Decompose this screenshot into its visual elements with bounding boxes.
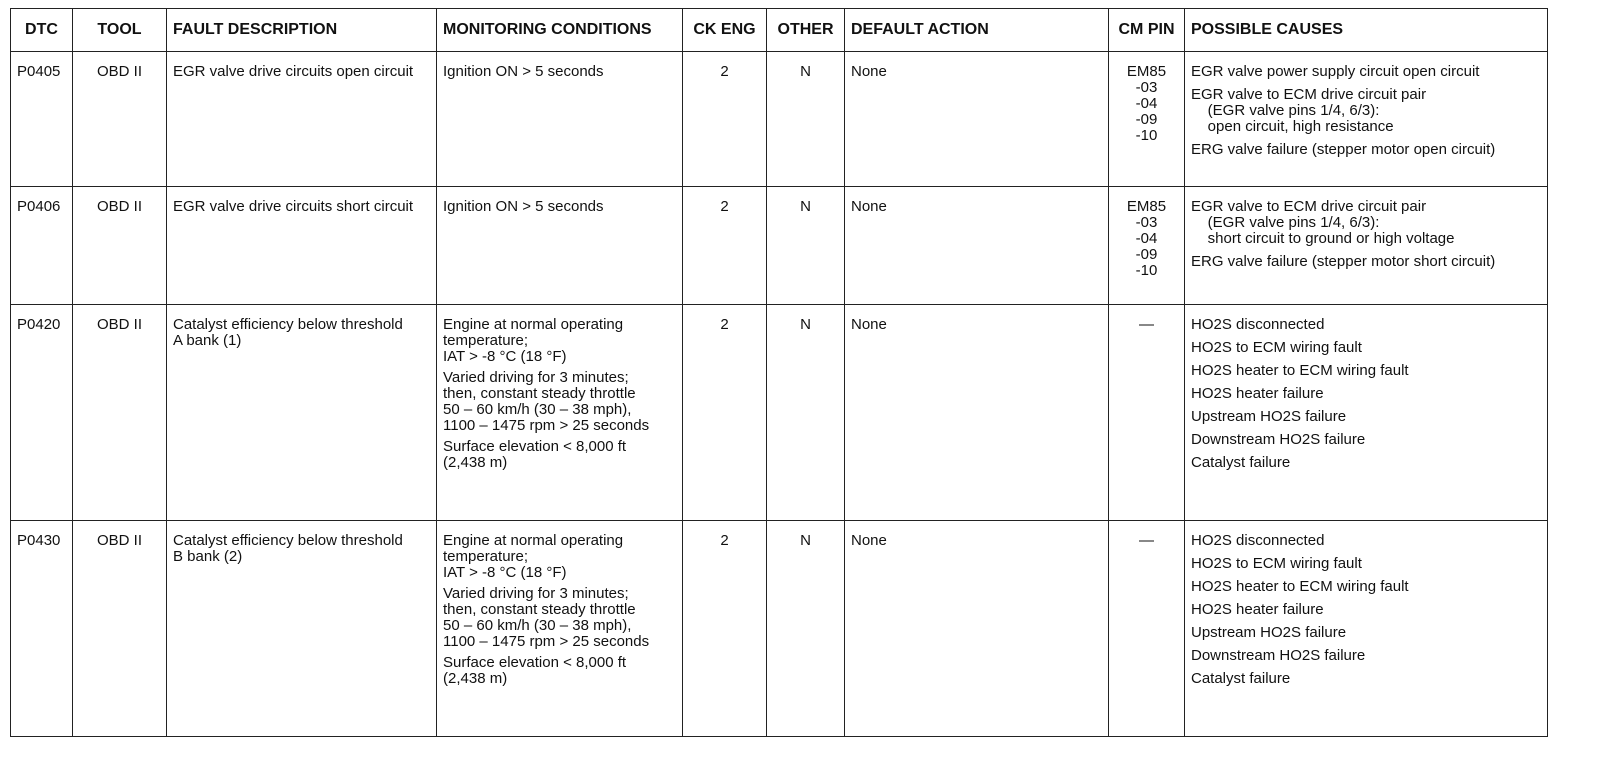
table-row: [11, 305, 1548, 521]
possible-cause: EGR valve to ECM drive circuit pair (EGR valve pins 1/4, 6/3): short circuit to ground or high voltage: [1191, 198, 1455, 247]
table-row: [11, 187, 1548, 305]
ck-eng-cell: 2: [683, 521, 767, 737]
other-cell: N: [767, 305, 845, 521]
possible-causes-cell: [1185, 305, 1548, 521]
possible-causes-cell: [1185, 187, 1548, 305]
possible-cause: EGR valve to ECM drive circuit pair (EGR valve pins 1/4, 6/3): open circuit, high resistance: [1191, 86, 1427, 135]
possible-cause: Downstream HO2S failure: [1191, 647, 1366, 664]
default-action-cell: None: [845, 187, 1109, 305]
possible-cause: Upstream HO2S failure: [1191, 624, 1347, 641]
monitoring-condition: Engine at normal operating temperature; IAT > -8 °C (18 °F): [443, 316, 624, 365]
possible-cause: Catalyst failure: [1191, 454, 1291, 471]
dtc-cell: P0420: [11, 305, 73, 521]
cm-pin-cell: [1109, 521, 1185, 737]
possible-cause: HO2S heater to ECM wiring fault: [1191, 578, 1409, 595]
possible-cause: ERG valve failure (stepper motor short circuit): [1191, 253, 1496, 270]
cm-pin-value: -09: [1135, 111, 1158, 128]
monitoring-condition: Engine at normal operating temperature; IAT > -8 °C (18 °F): [443, 532, 624, 581]
header-cm-pin: CM PIN: [1109, 9, 1185, 52]
monitoring-conditions-cell: [437, 187, 683, 305]
table-row: [11, 52, 1548, 187]
possible-cause: HO2S disconnected: [1191, 532, 1325, 549]
table-row: [11, 521, 1548, 737]
cm-pin-value: -10: [1135, 262, 1158, 279]
possible-cause: Upstream HO2S failure: [1191, 408, 1347, 425]
monitoring-conditions-cell: [437, 521, 683, 737]
cm-pin-cell: [1109, 305, 1185, 521]
dtc-cell: P0406: [11, 187, 73, 305]
cm-pin-value: -04: [1135, 95, 1158, 112]
possible-cause: EGR valve power supply circuit open circuit: [1191, 63, 1480, 80]
tool-cell: OBD II: [73, 305, 167, 521]
dtc-cell: P0430: [11, 521, 73, 737]
dtc-cell: P0405: [11, 52, 73, 187]
monitoring-conditions-cell: [437, 52, 683, 187]
possible-cause: HO2S disconnected: [1191, 316, 1325, 333]
header-dtc: DTC: [11, 9, 73, 52]
cm-pin-value: EM85: [1126, 198, 1167, 215]
fault-description-cell: EGR valve drive circuits open circuit: [167, 52, 437, 187]
cm-pin-cell: [1109, 52, 1185, 187]
cm-pin-value: EM85: [1126, 63, 1167, 80]
tool-cell: OBD II: [73, 187, 167, 305]
header-tool: TOOL: [73, 9, 167, 52]
monitoring-conditions-cell: [437, 305, 683, 521]
monitoring-condition: Surface elevation < 8,000 ft (2,438 m): [443, 438, 627, 471]
other-cell: N: [767, 52, 845, 187]
possible-cause: HO2S heater failure: [1191, 601, 1324, 618]
other-cell: N: [767, 521, 845, 737]
default-action-cell: None: [845, 305, 1109, 521]
ck-eng-cell: 2: [683, 52, 767, 187]
possible-cause: ERG valve failure (stepper motor open circuit): [1191, 141, 1496, 158]
tool-cell: OBD II: [73, 52, 167, 187]
possible-cause: HO2S to ECM wiring fault: [1191, 339, 1362, 356]
monitoring-condition: Varied driving for 3 minutes; then, constant steady throttle 50 – 60 km/h (30 – 38 mph), 1100 – 1475 rpm > 25 seconds: [443, 369, 650, 434]
cm-pin-value: —: [1139, 316, 1154, 333]
monitoring-condition: Varied driving for 3 minutes; then, constant steady throttle 50 – 60 km/h (30 – 38 mph), 1100 – 1475 rpm > 25 seconds: [443, 585, 650, 650]
other-cell: N: [767, 187, 845, 305]
cm-pin-cell: [1109, 187, 1185, 305]
default-action-cell: None: [845, 521, 1109, 737]
monitoring-condition: Surface elevation < 8,000 ft (2,438 m): [443, 654, 627, 687]
header-ck-eng: CK ENG: [683, 9, 767, 52]
header-other: OTHER: [767, 9, 845, 52]
monitoring-condition: Ignition ON > 5 seconds: [443, 63, 604, 80]
default-action-cell: None: [845, 52, 1109, 187]
fault-description-cell: Catalyst efficiency below threshold A bank (1): [167, 305, 437, 521]
possible-causes-cell: [1185, 521, 1548, 737]
monitoring-condition: Ignition ON > 5 seconds: [443, 198, 604, 215]
fault-description-cell: Catalyst efficiency below threshold B bank (2): [167, 521, 437, 737]
header-monitoring-conditions: MONITORING CONDITIONS: [437, 9, 683, 52]
cm-pin-value: —: [1139, 532, 1154, 549]
possible-cause: Downstream HO2S failure: [1191, 431, 1366, 448]
possible-cause: HO2S heater failure: [1191, 385, 1324, 402]
tool-cell: OBD II: [73, 521, 167, 737]
ck-eng-cell: 2: [683, 187, 767, 305]
cm-pin-value: -09: [1135, 246, 1158, 263]
fault-description-cell: EGR valve drive circuits short circuit: [167, 187, 437, 305]
ck-eng-cell: 2: [683, 305, 767, 521]
cm-pin-value: -10: [1135, 127, 1158, 144]
possible-cause: HO2S heater to ECM wiring fault: [1191, 362, 1409, 379]
cm-pin-value: -03: [1135, 214, 1158, 231]
header-possible-causes: POSSIBLE CAUSES: [1185, 9, 1548, 52]
header-row: [11, 9, 1548, 52]
possible-causes-cell: [1185, 52, 1548, 187]
dtc-table: [10, 8, 1548, 737]
possible-cause: Catalyst failure: [1191, 670, 1291, 687]
cm-pin-value: -04: [1135, 230, 1158, 247]
header-fault-description: FAULT DESCRIPTION: [167, 9, 437, 52]
possible-cause: HO2S to ECM wiring fault: [1191, 555, 1362, 572]
header-default-action: DEFAULT ACTION: [845, 9, 1109, 52]
cm-pin-value: -03: [1135, 79, 1158, 96]
